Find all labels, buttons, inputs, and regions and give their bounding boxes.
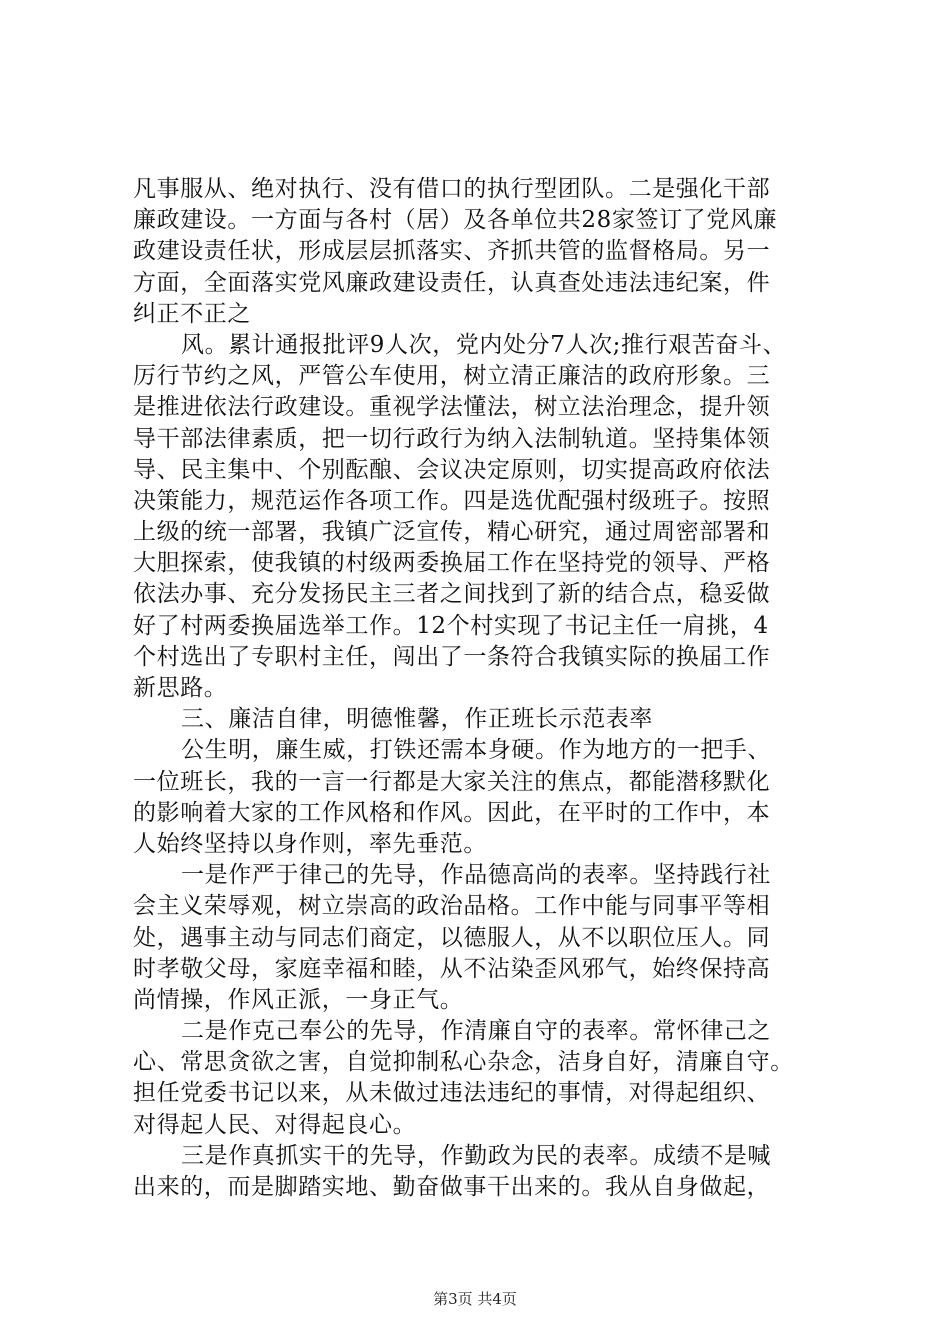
text-line: 对得起人民、对得起良心。 [133,1111,417,1138]
text-line: 担任党委书记以来，从未做过违法违纪的事情，对得起组织、 [133,1080,771,1107]
text-line: 导干部法律素质，把一切行政行为纳入法制轨道。坚持集体领 [133,425,771,452]
text-line: 三是作真抓实干的先导，作勤政为民的表率。成绩不是喊 [181,1142,771,1169]
text-line: 上级的统一部署，我镇广泛宣传，精心研究，通过周密部署和 [133,519,771,546]
text-line: 二是作克己奉公的先导，作清廉自守的表率。常怀律己之 [181,1018,771,1045]
text-line: 个村选出了专职村主任，闯出了一条符合我镇实际的换届工作 [133,643,771,670]
text-line: 凡事服从、绝对执行、没有借口的执行型团队。二是强化干部 [133,176,771,202]
document-body [133,174,833,1203]
text-line: 新思路。 [133,675,228,701]
text-line: 一位班长，我的一言一行都是大家关注的焦点，都能潜移默化 [133,768,771,795]
text-line: 公生明，廉生威，打铁还需本身硬。作为地方的一把手、 [181,737,771,764]
text-line: 方面，全面落实党风廉政建设责任，认真查处违法违纪案，件 [133,269,771,296]
text-line: 好了村两委换届选举工作。12个村实现了书记主任一肩挑，4 [133,612,769,639]
text-line: 大胆探索，使我镇的村级两委换届工作在坚持党的领导、严格 [133,550,771,577]
text-line: 一是作严于律己的先导，作品德高尚的表率。坚持践行社 [181,862,771,889]
text-line: 出来的，而是脚踏实地、勤奋做事干出来的。我从自身做起， [133,1174,771,1200]
text-line: 是推进依法行政建设。重视学法懂法，树立法治理念，提升领 [133,394,771,421]
text-line: 依法办事、充分发扬民主三者之间找到了新的结合点，稳妥做 [133,581,771,608]
text-line: 风。累计通报批评9人次，党内处分7人次;推行艰苦奋斗、 [181,331,787,358]
text-line: 决策能力，规范运作各项工作。四是选优配强村级班子。按照 [133,487,771,514]
text-line: 的影响着大家的工作风格和作风。因此，在平时的工作中，本 [133,799,771,826]
text-line: 廉政建设。一方面与各村（居）及各单位共28家签订了党风廉 [133,207,778,234]
text-line: 导、民主集中、个别酝酿、会议决定原则，切实提高政府依法 [133,456,771,483]
page-footer: 第3页 共4页 [433,1290,517,1308]
text-line: 政建设责任状，形成层层抓落实、齐抓共管的监督格局。另一 [133,238,771,265]
text-line: 心、常思贪欲之害，自觉抑制私心杂念，洁身自好，清廉自守。 [133,1049,794,1076]
text-line: 时孝敬父母，家庭幸福和睦，从不沾染歪风邪气，始终保持高 [133,955,771,982]
text-line: 尚情操，作风正派，一身正气。 [133,986,464,1013]
text-line: 会主义荣辱观，树立崇高的政治品格。工作中能与同事平等相 [133,893,771,920]
text-line: 处，遇事主动与同志们商定，以德服人，从不以职位压人。同 [133,924,771,951]
text-line: 厉行节约之风，严管公车使用，树立清正廉洁的政府形象。三 [133,363,771,390]
text-line: 纠正不正之 [133,300,251,327]
text-line: 三、廉洁自律，明德惟馨，作正班长示范表率 [181,706,653,733]
text-line: 人始终坚持以身作则，率先垂范。 [133,830,487,857]
